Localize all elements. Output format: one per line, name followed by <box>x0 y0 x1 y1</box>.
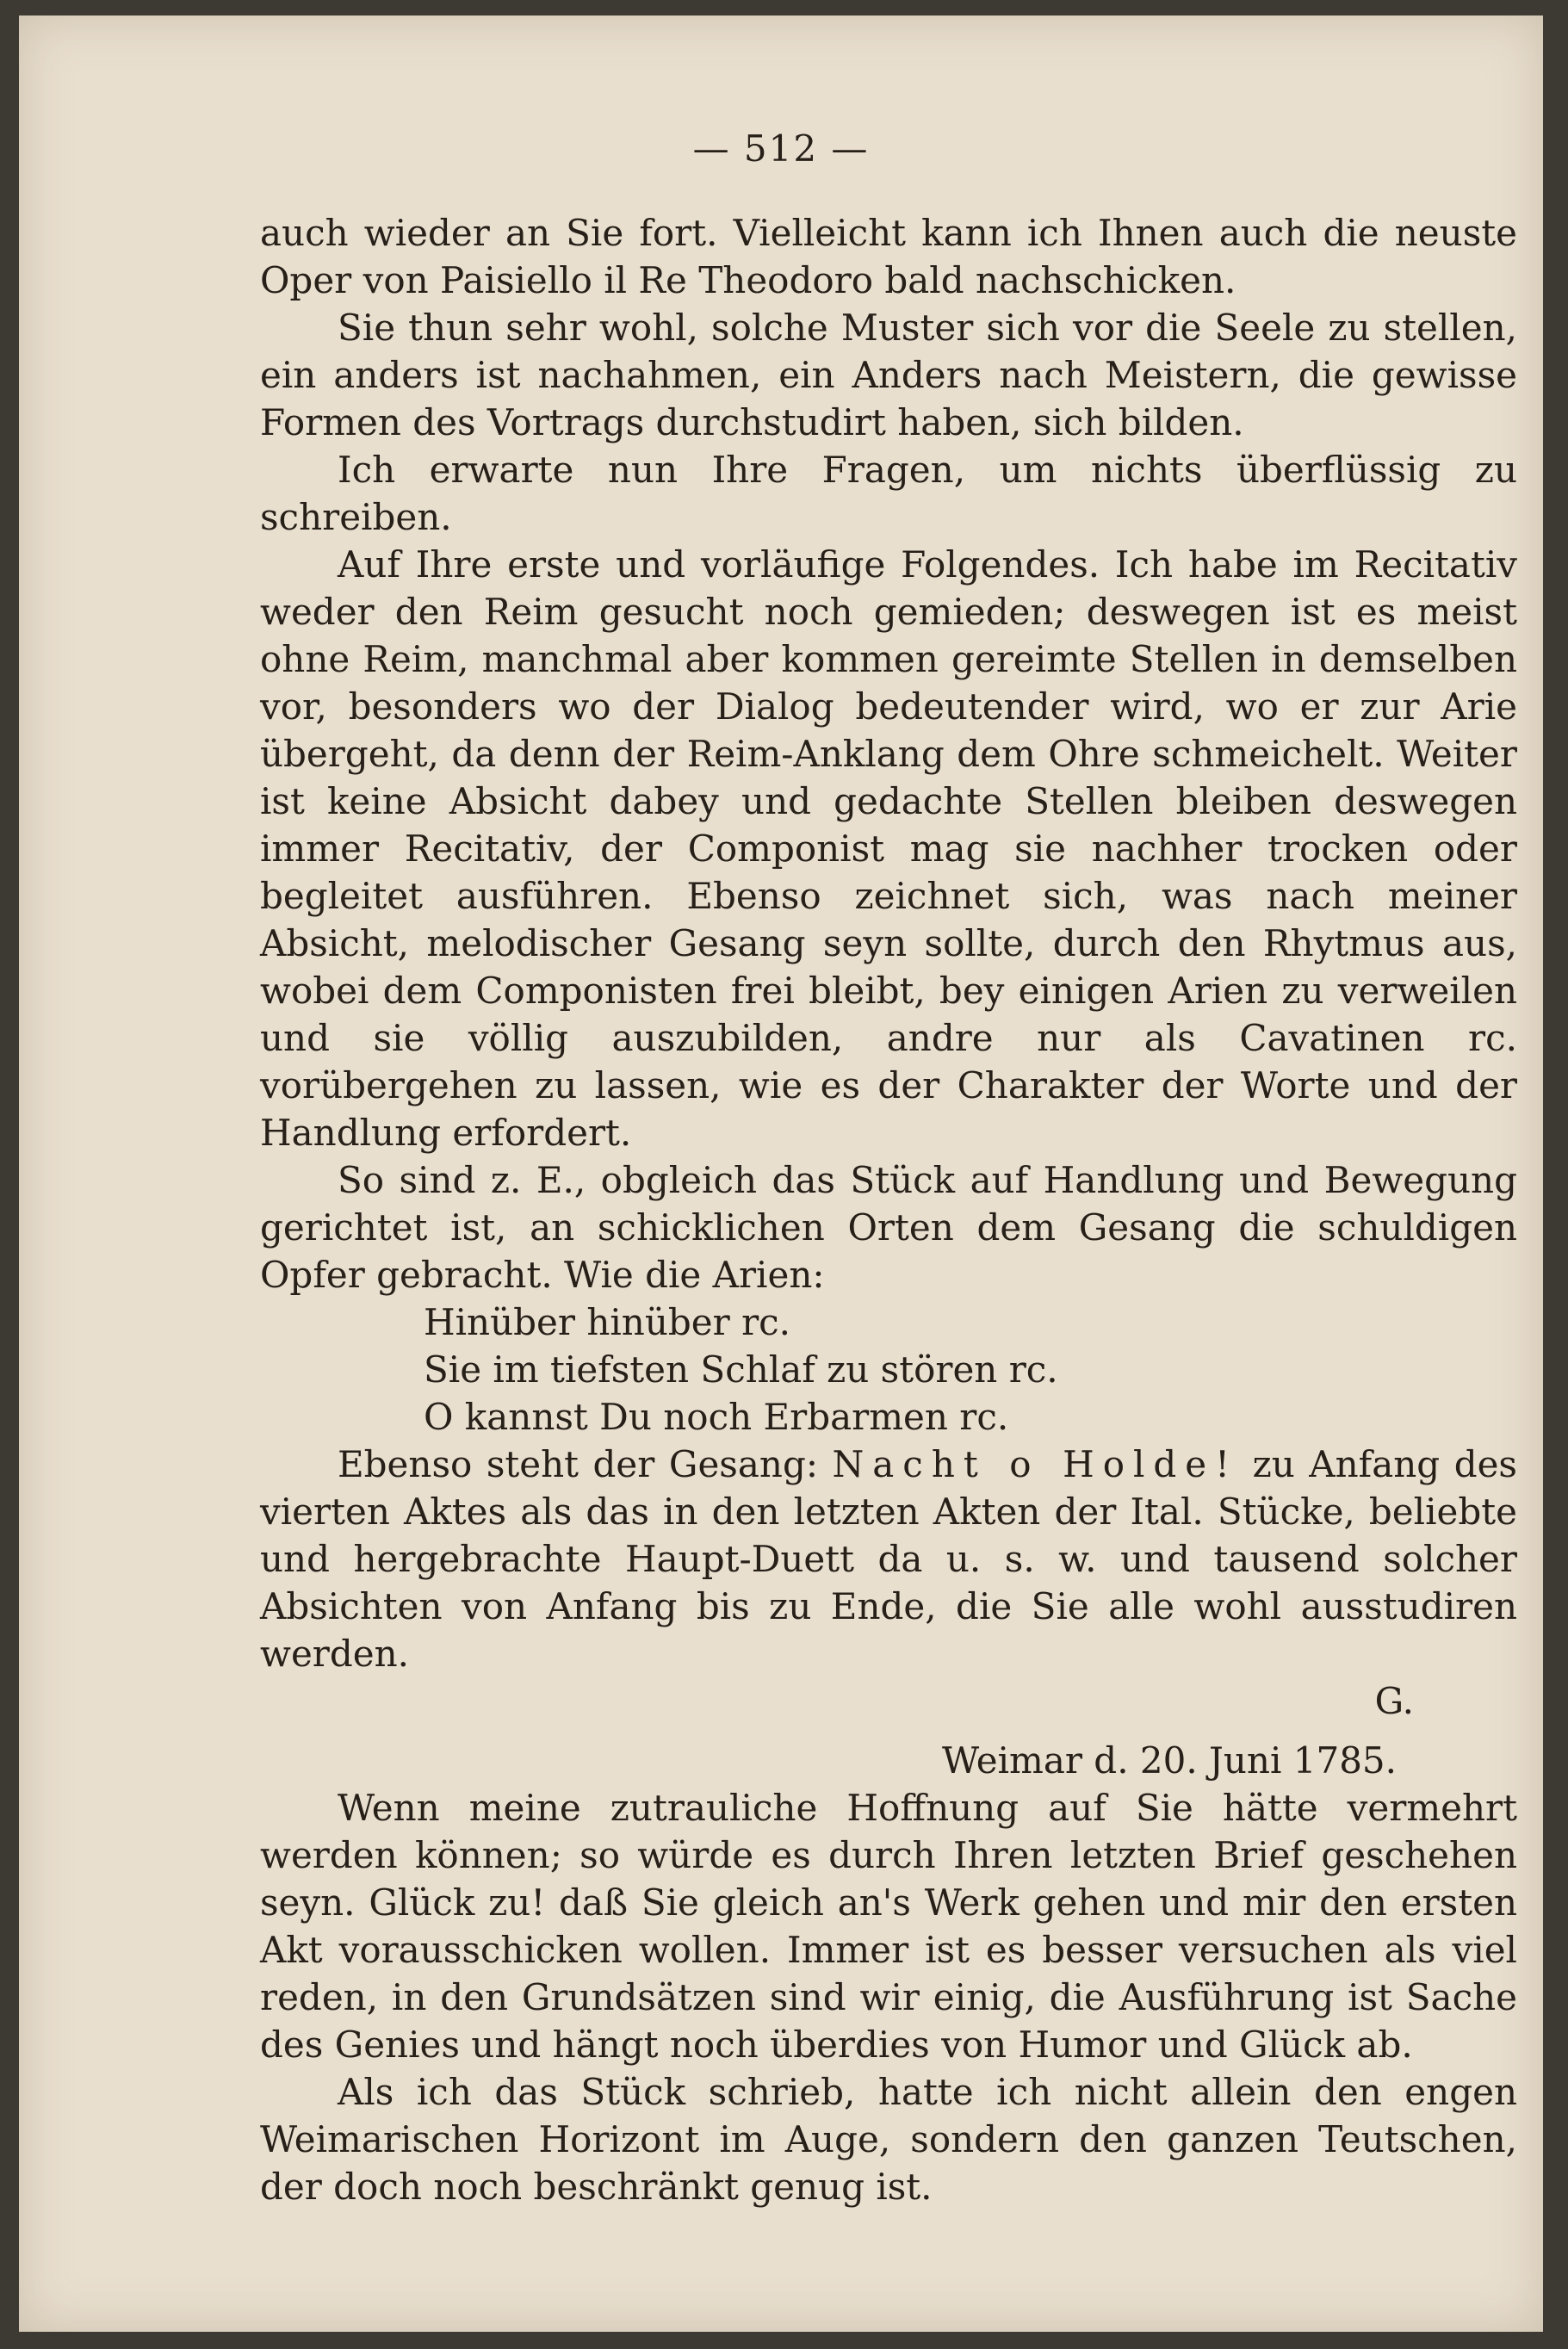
spaced-quote: Nacht o Holde! <box>832 1443 1239 1485</box>
page-number: — 512 — <box>692 127 870 170</box>
paragraph-7: Wenn meine zutrauliche Hoffnung auf Sie hätte vermehrt werden können; so würde es durch Ihren letzten Brief geschehen seyn. Glück zu! daß Sie gleich an's Werk gehen und mir den ersten Akt vorausschicken wollen. Immer ist es besser versuchen als viel reden, in den Grundsätzen sind wir einig, die Ausführung ist Sache des Genies und hängt noch überdies von Humor und Glück ab. <box>260 1787 1517 2066</box>
body-text <box>260 209 1517 2210</box>
paragraph-6-start: Ebenso steht der Gesang: <box>338 1443 833 1485</box>
paragraph-6 <box>260 1441 1517 1677</box>
verse-line-2: Sie im tiefsten Schlaf zu stören rc. <box>424 1348 1058 1391</box>
book-page <box>19 15 1543 2332</box>
signature: G. <box>1374 1680 1414 1722</box>
paragraph-2: Sie thun sehr wohl, solche Muster sich vor die Seele zu stellen, ein anders ist nachahmen, ein Anders nach Meistern, die gewisse Formen des Vortrags durchstudirt haben, sich bilden. <box>260 307 1517 443</box>
paragraph-8: Als ich das Stück schrieb, hatte ich nicht allein den engen Weimarischen Horizont im Auge, sondern den ganzen Teutschen, der doch noch beschränkt genug ist. <box>260 2071 1517 2208</box>
paragraph-4: Auf Ihre erste und vorläufige Folgendes. Ich habe im Recitativ weder den Reim gesucht noch gemieden; deswegen ist es meist ohne Reim, manchmal aber kommen gereimte Stellen in demselben vor, besonders wo der Dialog bedeutender wird, wo er zur Arie übergeht, da denn der Reim-Anklang dem Ohre schmeichelt. Weiter ist keine Absicht dabey und gedachte Stellen bleiben deswegen immer Recitativ, der Componist mag sie nachher trocken oder begleitet ausführen. Ebenso zeichnet sich, was nach meiner Absicht, melodischer Gesang seyn sollte, durch den Rhytmus aus, wobei dem Componisten frei bleibt, bey einigen Arien zu verweilen und sie völlig auszubilden, andre nur als Cavatinen rc. vorübergehen zu lassen, wie es der Charakter der Worte und der Handlung erfordert. <box>260 543 1517 1154</box>
paragraph-6-end: zu Anfang des vierten Aktes als das in den letzten Akten der Ital. Stücke, beliebte und hergebrachte Haupt-Duett da u. s. w. und tausend solcher Absichten von Anfang bis zu Ende, die Sie alle wohl ausstudiren werden. <box>260 1443 1517 1675</box>
paragraph-5: So sind z. E., obgleich das Stück auf Handlung und Bewegung gerichtet ist, an schicklichen Orten dem Gesang die schuldigen Opfer gebracht. Wie die Arien: <box>260 1159 1517 1296</box>
paragraph-1: auch wieder an Sie fort. Vielleicht kann ich Ihnen auch die neuste Oper von Paisiello il Re Theodoro bald nachschicken. <box>260 212 1517 301</box>
paragraph-3: Ich erwarte nun Ihre Fragen, um nichts überflüssig zu schreiben. <box>260 449 1517 538</box>
verse-line-3: O kannst Du noch Erbarmen rc. <box>424 1396 1009 1438</box>
dateline: Weimar d. 20. Juni 1785. <box>941 1739 1397 1782</box>
verse-line-1: Hinüber hinüber rc. <box>424 1301 791 1343</box>
